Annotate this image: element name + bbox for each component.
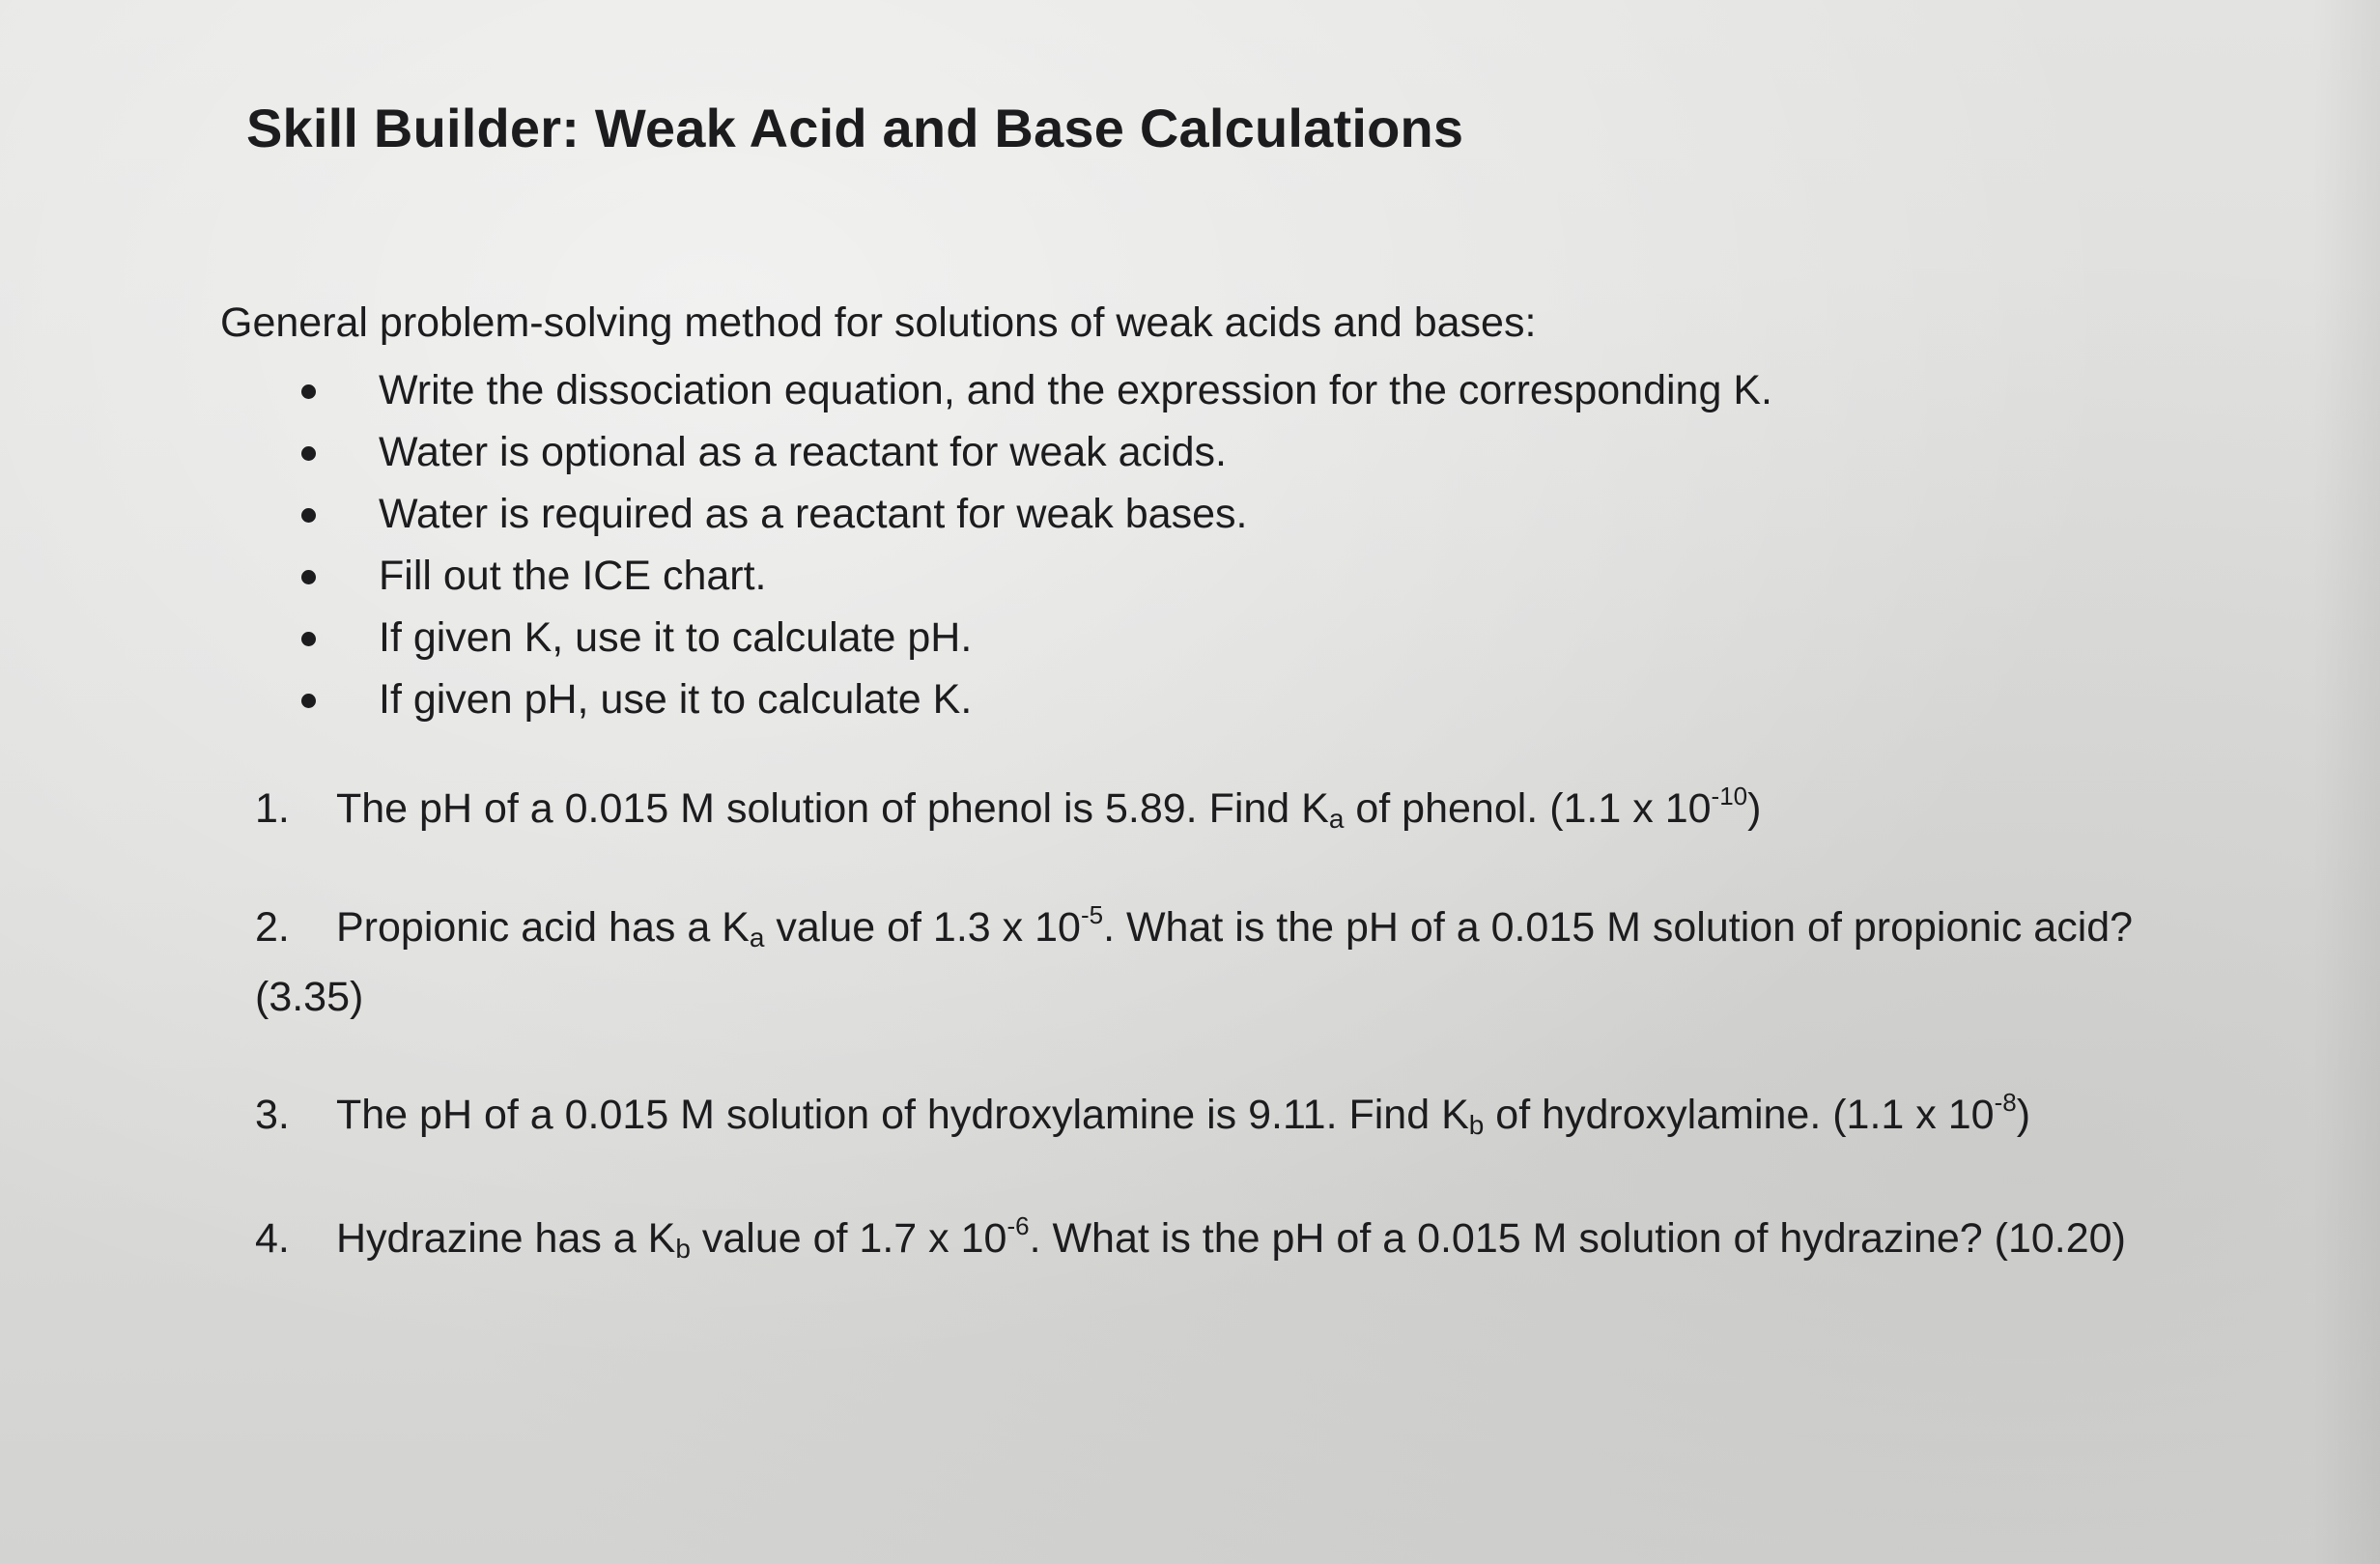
question-text: The pH of a 0.015 M solution of hydroxylamine is 9.11. Find K: [336, 1092, 1469, 1138]
question-number: 1.: [255, 785, 290, 832]
bullet-dot-icon: [301, 384, 316, 399]
answer-base: (1.1 x 10: [1832, 1092, 1995, 1138]
bullet-dot-icon: [301, 446, 316, 461]
bullet-text: Water is optional as a reactant for weak acids.: [379, 429, 1227, 475]
bullet-dot-icon: [301, 508, 316, 523]
k-subscript: b: [675, 1234, 691, 1264]
bullet-text: If given K, use it to calculate pH.: [379, 614, 973, 661]
page-title: Skill Builder: Weak Acid and Base Calculations: [246, 98, 1464, 158]
bullet-dot-icon: [301, 570, 316, 584]
question-1: [255, 778, 1761, 839]
question-text: Hydrazine has a K: [336, 1215, 676, 1262]
bullet-text: Write the dissociation equation, and the expression for the corresponding K.: [379, 367, 1772, 413]
question-text: of hydroxylamine.: [1484, 1092, 1833, 1138]
answer-exponent: -8: [1994, 1088, 2017, 1117]
value-exponent: -6: [1006, 1211, 1030, 1240]
k-subscript: b: [1468, 1110, 1485, 1140]
question-text: . What is the pH of a 0.015 M solution of hydrazine? (10.20): [1029, 1215, 2126, 1262]
question-number: 2.: [255, 904, 290, 951]
bullet-text: Water is required as a reactant for weak bases.: [379, 491, 1248, 537]
question-number: 4.: [255, 1215, 290, 1262]
bullet-text: If given pH, use it to calculate K.: [379, 676, 973, 723]
bullet-dot-icon: [301, 632, 316, 646]
answer-exponent: -10: [1711, 782, 1748, 810]
bullet-text: Fill out the ICE chart.: [379, 553, 767, 599]
answer-base: (1.1 x 10: [1549, 785, 1712, 832]
answer-end: ): [1747, 785, 1762, 832]
question-3: [255, 1084, 2030, 1146]
value-base: value of 1.3 x 10: [764, 904, 1081, 951]
question-text: Propionic acid has a K: [336, 904, 750, 951]
question-2: [255, 896, 2133, 958]
k-subscript: a: [749, 923, 765, 953]
question-text: . What is the pH of a 0.015 M solution of propionic acid?: [1103, 904, 2134, 951]
value-exponent: -5: [1080, 900, 1104, 929]
question-2-answer: (3.35): [255, 974, 364, 1020]
answer-end: ): [2016, 1092, 2031, 1138]
bullet-dot-icon: [301, 694, 316, 708]
value-base: value of 1.7 x 10: [690, 1215, 1007, 1262]
intro-text: General problem-solving method for solutions of weak acids and bases:: [220, 299, 1537, 346]
k-subscript: a: [1328, 804, 1345, 834]
question-text: The pH of a 0.015 M solution of phenol is 5.89. Find K: [336, 785, 1329, 832]
question-text: of phenol.: [1344, 785, 1550, 832]
page-edge-shadow: [2312, 0, 2380, 1564]
question-number: 3.: [255, 1092, 290, 1138]
question-4: [255, 1208, 2126, 1269]
